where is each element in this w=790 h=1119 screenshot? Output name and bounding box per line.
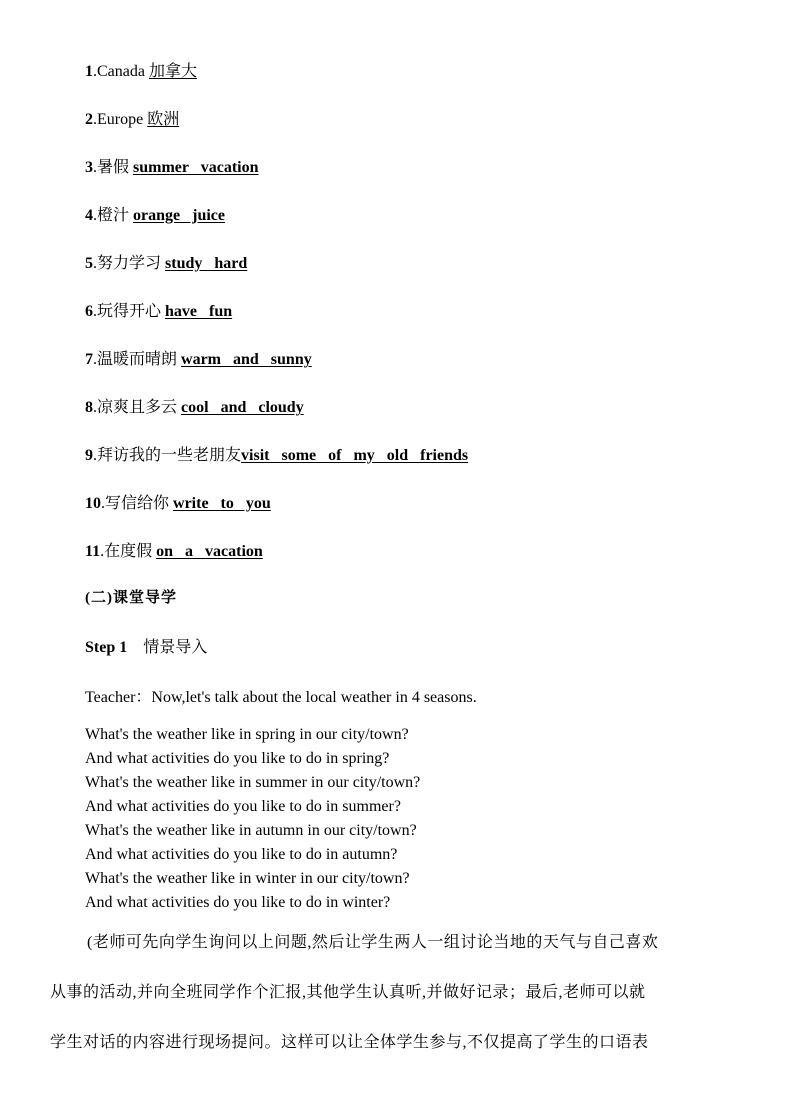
item-dot: . (101, 495, 105, 512)
vocab-item-10 (85, 494, 271, 514)
list-item: What's the weather like in autumn in our city/town? (85, 822, 417, 839)
item-number: 5 (85, 255, 93, 272)
list-item: What's the weather like in summer in our city/town? (85, 774, 421, 791)
item-chinese: 努力学习 (97, 255, 162, 272)
note-line: 学生对话的内容进行现场提问。这样可以让全体学生参与,不仅提高了学生的口语表 (50, 1034, 649, 1051)
item-answer: warm and sunny (181, 351, 312, 368)
item-chinese: 凉爽且多云 (97, 399, 178, 416)
teacher-note (50, 918, 750, 1068)
item-answer: on a vacation (156, 543, 263, 560)
item-chinese: 拜访我的一些老朋友 (97, 447, 242, 464)
item-chinese: 加拿大 (148, 63, 197, 80)
list-item: And what activities do you like to do in autumn? (85, 846, 398, 863)
item-dot: . (93, 63, 97, 80)
vocab-item-9 (85, 446, 468, 466)
item-number: 1 (85, 63, 93, 80)
vocab-item-7 (85, 350, 312, 370)
item-dot: . (93, 399, 97, 416)
vocab-item-11 (85, 542, 263, 562)
item-dot: . (93, 447, 97, 464)
question-list (85, 723, 420, 915)
vocab-item-5 (85, 254, 247, 274)
section-heading: (二)课堂导学 (85, 590, 177, 606)
item-answer: visit some of my old friends (241, 447, 469, 464)
list-item: What's the weather like in winter in our city/town? (85, 870, 410, 887)
vocab-item-8 (85, 398, 304, 418)
item-chinese: 温暖而晴朗 (97, 351, 178, 368)
vocab-item-6 (85, 302, 232, 322)
vocab-item-2 (85, 110, 179, 130)
item-number: 10 (85, 495, 101, 512)
list-item: And what activities do you like to do in winter? (85, 894, 391, 911)
item-answer: summer vacation (133, 159, 259, 176)
item-answer: orange juice (133, 207, 225, 224)
step-label: Step 1 (85, 639, 128, 656)
item-chinese: 欧洲 (147, 111, 180, 128)
step-heading (85, 638, 207, 658)
list-item: And what activities do you like to do in spring? (85, 750, 390, 767)
item-dot: . (93, 255, 97, 272)
item-number: 7 (85, 351, 93, 368)
item-dot: . (93, 111, 97, 128)
item-chinese: 暑假 (97, 159, 130, 176)
item-number: 6 (85, 303, 93, 320)
vocab-item-3 (85, 158, 258, 178)
item-number: 8 (85, 399, 93, 416)
note-line: 从事的活动,并向全班同学作个汇报,其他学生认真听,并做好记录；最后,老师可以就 (50, 984, 646, 1001)
teacher-line: Teacher：Now,let's talk about the local weather in 4 seasons. (85, 689, 477, 706)
item-chinese: 玩得开心 (97, 303, 162, 320)
note-line: (老师可先向学生询问以上问题,然后让学生两人一组讨论当地的天气与自己喜欢 (87, 934, 659, 951)
step-title: 情景导入 (143, 639, 208, 656)
item-dot: . (93, 159, 97, 176)
list-item: And what activities do you like to do in summer? (85, 798, 401, 815)
item-answer: have fun (165, 303, 233, 320)
item-chinese: 橙汁 (97, 207, 130, 224)
item-number: 3 (85, 159, 93, 176)
item-dot: . (93, 303, 97, 320)
item-number: 2 (85, 111, 93, 128)
item-number: 4 (85, 207, 93, 224)
item-number: 11 (85, 543, 101, 560)
item-dot: . (93, 207, 97, 224)
item-answer: write to you (173, 495, 271, 512)
item-dot: . (93, 351, 97, 368)
vocab-item-4 (85, 206, 225, 226)
item-answer: cool and cloudy (181, 399, 304, 416)
vocab-item-1 (85, 62, 197, 82)
item-chinese: 在度假 (104, 543, 153, 560)
item-number: 9 (85, 447, 93, 464)
item-chinese: 写信给你 (105, 495, 170, 512)
item-dot: . (100, 543, 105, 560)
item-english: Canada (97, 63, 145, 80)
item-english: Europe (97, 111, 144, 128)
list-item: What's the weather like in spring in our city/town? (85, 726, 409, 743)
item-answer: study hard (165, 255, 248, 272)
